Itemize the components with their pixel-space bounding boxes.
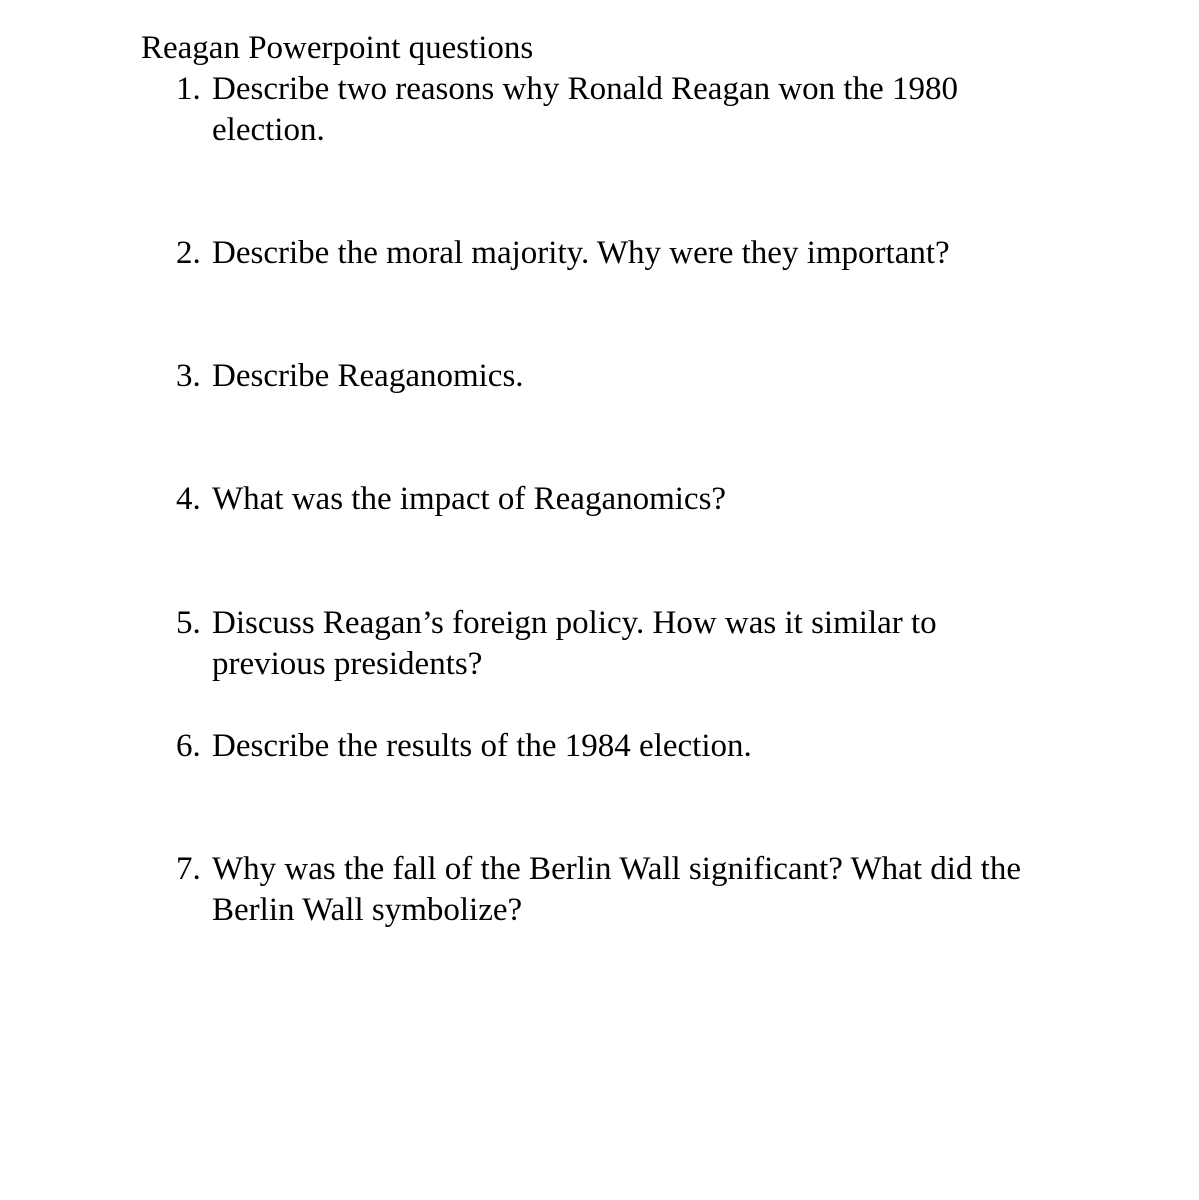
question-6 — [176, 726, 1056, 767]
question-number: 5. — [176, 605, 201, 641]
question-number: 4. — [176, 481, 201, 517]
question-text: Describe Reaganomics. — [212, 358, 524, 394]
question-1 — [176, 69, 1016, 151]
question-5 — [176, 603, 1006, 685]
question-3 — [176, 356, 1056, 397]
question-4 — [176, 479, 1056, 520]
question-text: Discuss Reagan’s foreign policy. How was it similar to previous presidents? — [212, 605, 937, 682]
question-number: 2. — [176, 235, 201, 271]
question-number: 6. — [176, 728, 201, 764]
question-number: 1. — [176, 71, 201, 107]
question-7 — [176, 849, 1046, 931]
question-text: Describe the moral majority. Why were they important? — [212, 235, 950, 271]
question-2 — [176, 233, 1056, 274]
question-number: 3. — [176, 358, 201, 394]
question-number: 7. — [176, 851, 201, 887]
question-text: Why was the fall of the Berlin Wall significant? What did the Berlin Wall symbolize? — [212, 851, 1021, 928]
question-text: Describe two reasons why Ronald Reagan won the 1980 election. — [212, 71, 958, 148]
question-text: Describe the results of the 1984 election. — [212, 728, 752, 764]
worksheet-title: Reagan Powerpoint questions — [141, 30, 534, 66]
question-text: What was the impact of Reaganomics? — [212, 481, 727, 517]
